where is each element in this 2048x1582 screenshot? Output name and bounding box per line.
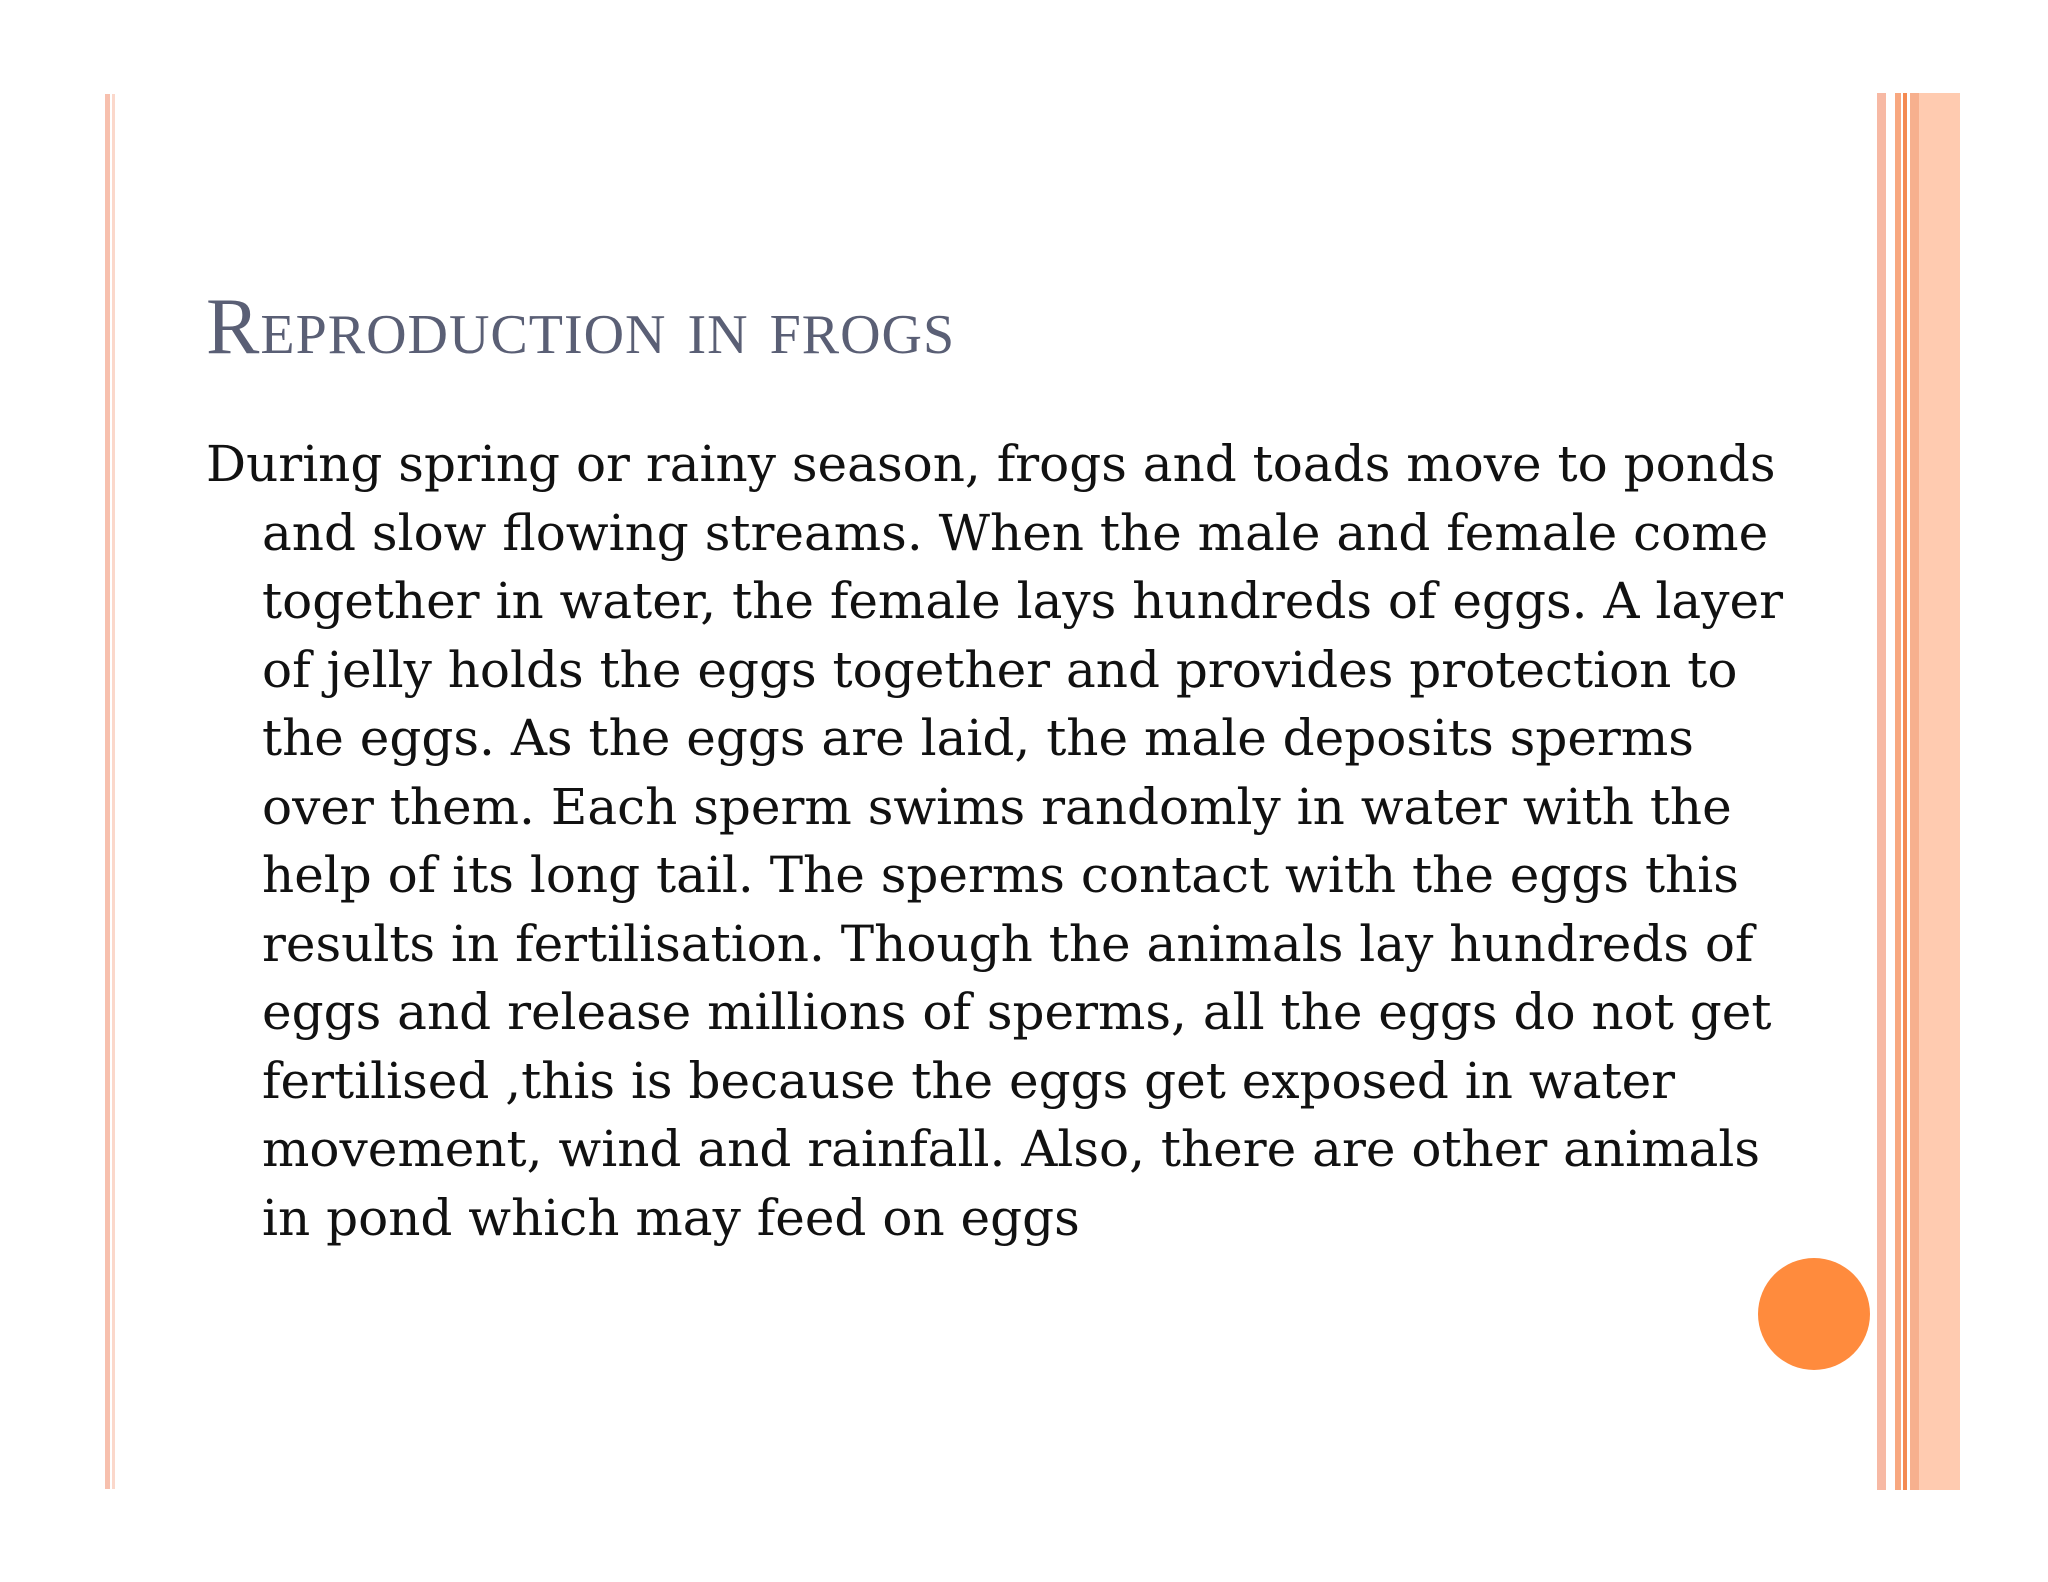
accent-circle (1758, 1258, 1870, 1370)
right-border-stripe-3 (1903, 93, 1907, 1490)
right-border-stripe-5 (1919, 93, 1960, 1490)
right-border-stripe-1 (1877, 93, 1886, 1490)
left-border-line (105, 94, 110, 1489)
right-border-stripe-2 (1895, 93, 1901, 1490)
slide-title: Reproduction in frogs (206, 283, 956, 371)
right-border-stripe-4 (1910, 93, 1919, 1490)
left-border-line-inner (112, 94, 115, 1489)
slide-body-text: During spring or rainy season, frogs and toads move to ponds and slow flowing streams. When the male and female come together in water, the female lays hundreds of eggs. A layer of jelly holds the eggs together and provides protection to the eggs. As the eggs are laid, the male deposits sperms over them. Each sperm swims randomly in water with the help of its long tail. The sperms contact with the eggs this results in fertilisation. Though the animals lay hundreds of eggs and release millions of sperms, all the eggs do not get fertilised ,this is because the eggs get exposed in water movement, wind and rainfall. Also, there are other animals in pond which may feed on eggs (206, 435, 1783, 1247)
